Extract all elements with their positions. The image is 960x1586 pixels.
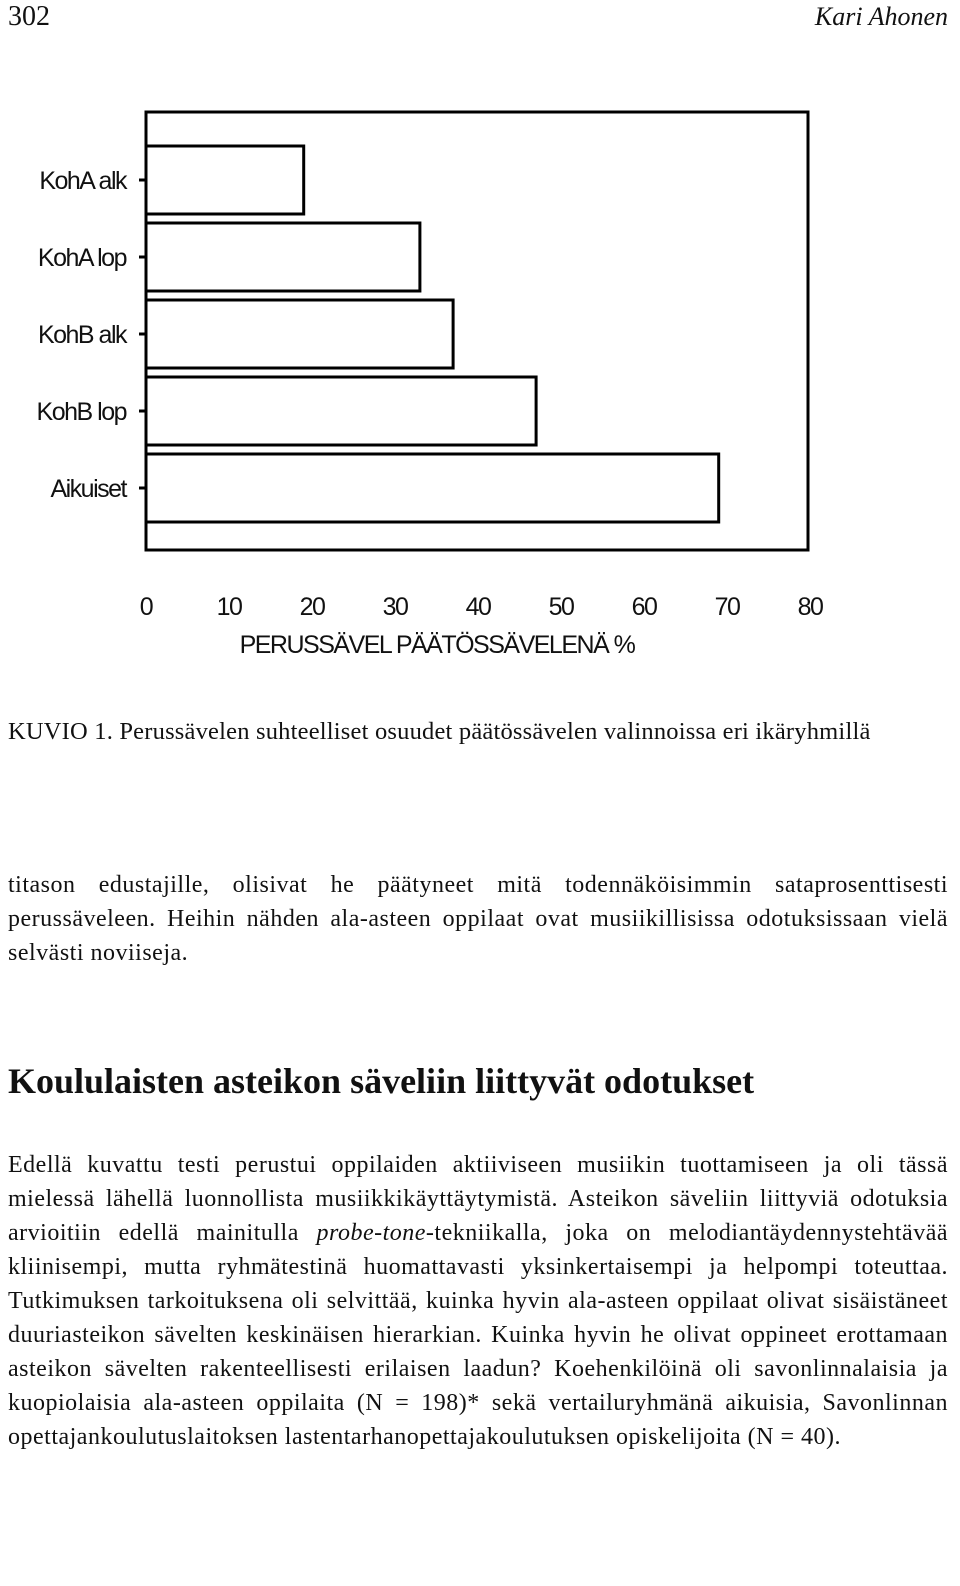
x-tick-label: 10	[216, 593, 242, 621]
body-paragraph-2	[8, 1148, 948, 1454]
x-tick-labels	[140, 593, 823, 621]
bar-chart	[0, 90, 960, 690]
x-tick-label: 20	[299, 593, 325, 621]
paragraph-2-text-start: Edellä kuvattu testi perustui oppilaiden aktiiviseen musiikin tuottamiseen ja oli tässä mielessä lähellä luonnollista musiikkikäyttäytymistä. Asteikon säveliin liittyviä odotuksia arvioitiin edellä mainitulla	[8, 1152, 948, 1246]
x-tick-label: 80	[797, 593, 823, 621]
category-label: Aikuiset	[50, 475, 126, 503]
x-tick-label: 40	[465, 593, 491, 621]
bars-group	[146, 146, 719, 522]
category-label: KohA alk	[39, 167, 126, 195]
x-tick-label: 50	[548, 593, 574, 621]
bar-kohb-lop	[146, 377, 536, 445]
category-label: KohB lop	[36, 398, 126, 426]
page-number: 302	[8, 1, 50, 32]
x-tick-label: 30	[382, 593, 408, 621]
running-head: Kari Ahonen	[814, 2, 948, 31]
x-tick-label: 60	[631, 593, 657, 621]
paragraph-2-italic-term: probe-tone	[316, 1220, 426, 1246]
x-axis-label: PERUSSÄVEL PÄÄTÖSSÄVELENÄ %	[239, 631, 635, 659]
bar-koha-alk	[146, 146, 304, 214]
x-tick-label: 70	[714, 593, 740, 621]
paragraph-2-text-end: -tekniikalla, joka on melodiantäydennystehtävää kliinisempi, mutta ryhmätestinä huomattavasti yksinkertaisempi ja helpompi toteuttaa. Tutkimuksen tarkoituksena oli selvittää, kuinka hyvin ala-asteen oppilaat olivat sisäistäneet duuriasteikon sävelten keskinäisen hierarkian. Kuinka hyvin he olivat oppineet erottamaan asteikon sävelten rakenteellisesti erilaisen laadun? Koehenkilöinä oli savonlinnalaisia ja kuopiolaisia ala-asteen oppilaita (N = 198)* sekä vertailuryhmänä aikuisia, Savonlinnan opettajankoulutuslaitoksen lastentarhanopettajakoulutuksen opiskelijoita (N = 40).	[8, 1220, 948, 1450]
body-paragraph-1: titason edustajille, olisivat he päätyneet mitä todennäköisimmin sataprosenttisesti perussäveleen. Heihin nähden ala-asteen oppilaat ovat musiikillisissa odotuksissaan vielä selvästi noviiseja.	[8, 872, 948, 966]
category-labels	[37, 167, 128, 503]
section-heading: Koululaisten asteikon säveliin liittyvät odotukset	[8, 1061, 755, 1101]
category-label: KohB alk	[37, 321, 126, 349]
bar-koha-lop	[146, 223, 420, 291]
bar-aikuiset	[146, 454, 719, 522]
figure-caption: KUVIO 1. Perussävelen suhteelliset osuudet päätössävelen valinnoissa eri ikäryhmillä	[8, 718, 871, 745]
category-label: KohA lop	[37, 244, 126, 272]
bar-kohb-alk	[146, 300, 453, 368]
x-tick-label: 0	[139, 593, 153, 621]
